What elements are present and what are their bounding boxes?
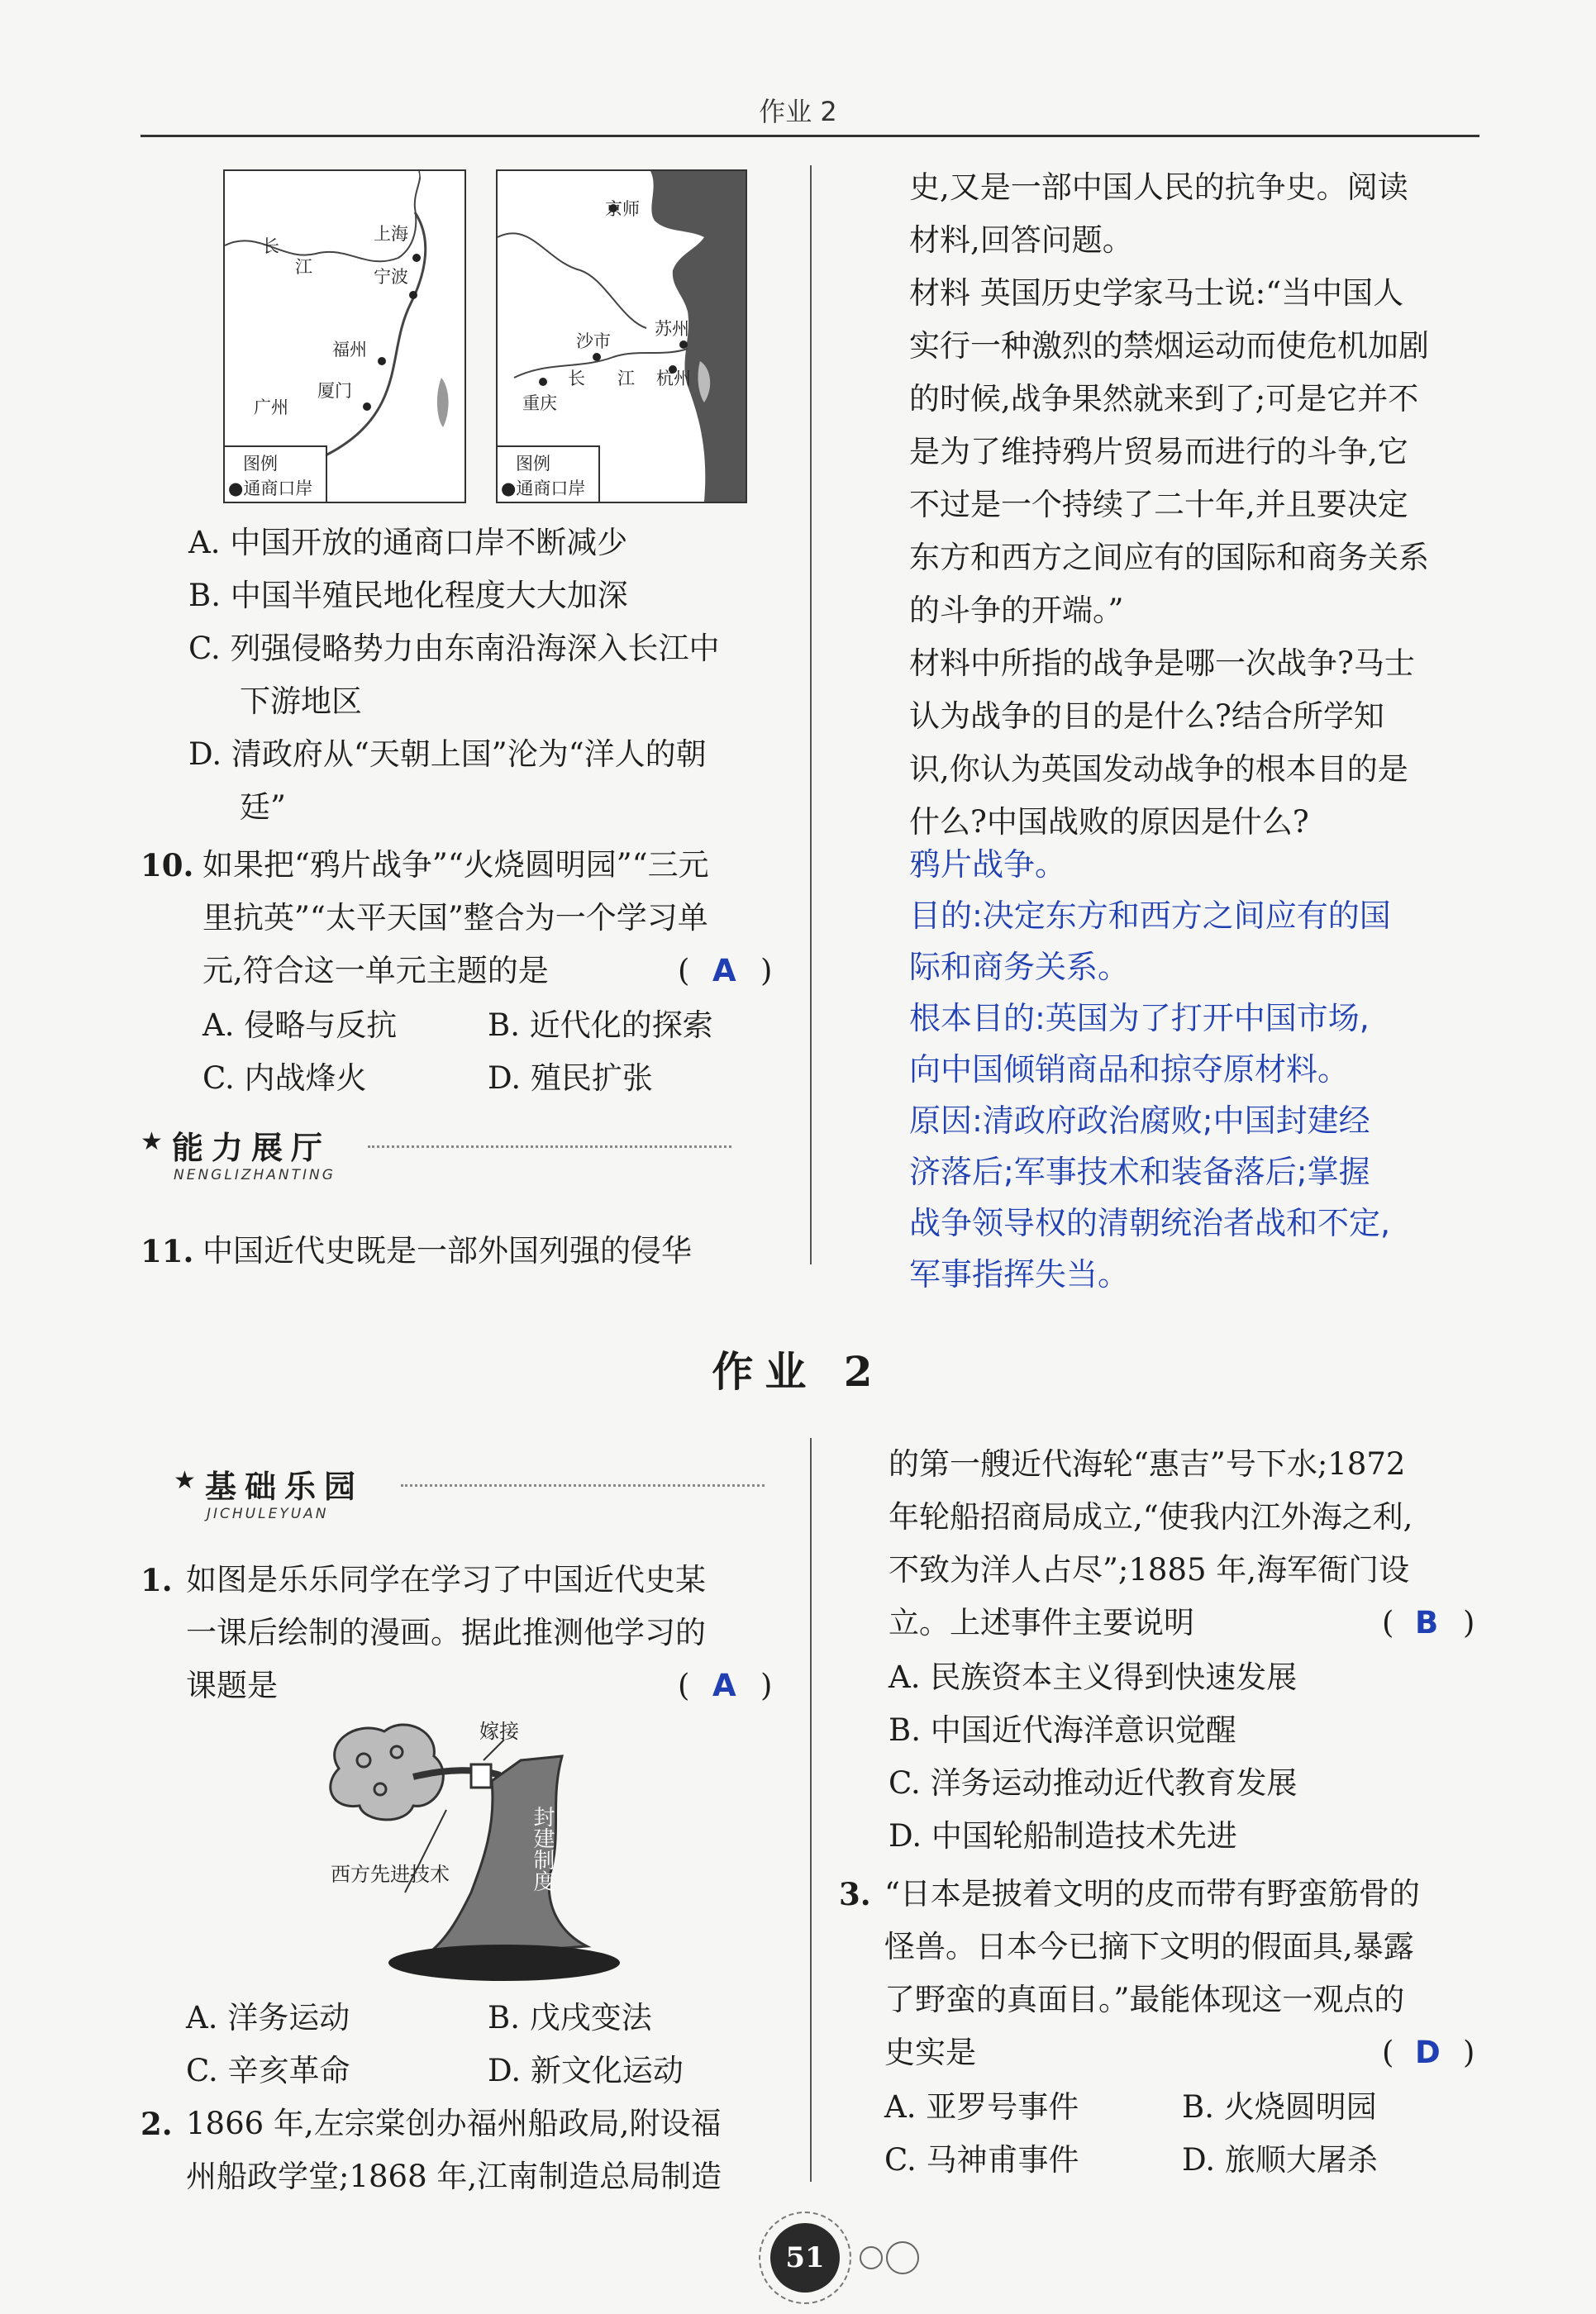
q2-right-line-1: 的第一艘近代海轮“惠吉”号下水;1872 bbox=[889, 1446, 1406, 1482]
q11-number: 11. bbox=[141, 1233, 194, 1269]
q11-answer-line-6: 原因:清政府政治腐败;中国封建经 bbox=[909, 1102, 1370, 1139]
q9-option-d: D. 清政府从“天朝上国”沦为“洋人的朝 bbox=[188, 736, 707, 772]
q11-material-line-3: 的时候,战争果然就来到了;可是它并不 bbox=[909, 381, 1419, 417]
q10-option-b: B. 近代化的探索 bbox=[488, 1007, 713, 1043]
q1-line-3: 课题是 bbox=[186, 1668, 278, 1703]
map-right-label-jiang: 江 bbox=[617, 369, 635, 388]
map-right bbox=[496, 169, 747, 503]
q3-answer-paren-close: ) bbox=[1463, 2035, 1475, 2070]
q2-option-a: A. 民族资本主义得到快速发展 bbox=[889, 1659, 1298, 1695]
map-right-label-chang: 长 bbox=[568, 369, 585, 388]
map-left bbox=[223, 169, 466, 503]
q10-option-a: A. 侵略与反抗 bbox=[202, 1007, 398, 1043]
q11-answer-line-4: 根本目的:英国为了打开中国市场, bbox=[909, 1000, 1370, 1036]
map-right-label-hangzhou: 杭州 bbox=[656, 369, 691, 388]
q11-material-line-4: 是为了维持鸦片贸易而进行的斗争,它 bbox=[909, 434, 1408, 469]
q10-answer: A bbox=[712, 953, 736, 988]
q3-option-d: D. 旅顺大屠杀 bbox=[1182, 2142, 1378, 2178]
banner-nengli-title: 能力展厅 bbox=[172, 1130, 331, 1166]
map-left-label-guangzhou: 广州 bbox=[254, 398, 288, 417]
q1-cartoon-label-graft: 嫁接 bbox=[479, 1720, 519, 1743]
map-right-label-jingshi: 京师 bbox=[605, 199, 640, 219]
q1-option-c: C. 辛亥革命 bbox=[186, 2053, 350, 2088]
map-right-legend-title: 图例 bbox=[516, 454, 550, 474]
q3-option-c: C. 马神甫事件 bbox=[884, 2142, 1079, 2178]
q10-answer-paren-open: ( bbox=[678, 953, 690, 988]
q11-material-line-6: 东方和西方之间应有的国际和商务关系 bbox=[909, 540, 1429, 575]
map-right-label-suzhou: 苏州 bbox=[655, 319, 689, 339]
q11-answer-line-7: 济落后;军事技术和装备落后;掌握 bbox=[909, 1154, 1370, 1190]
q1-option-d: D. 新文化运动 bbox=[488, 2053, 684, 2088]
q11-answer-line-9: 军事指挥失当。 bbox=[909, 1256, 1130, 1293]
q10-number: 10. bbox=[141, 847, 194, 883]
q1-line-1: 如图是乐乐同学在学习了中国近代史某 bbox=[186, 1562, 706, 1597]
q11-line-1: 中国近代史既是一部外国列强的侵华 bbox=[202, 1233, 692, 1269]
column-divider-bottom bbox=[810, 1438, 812, 2182]
q11-right-line-1: 史,又是一部中国人民的抗争史。阅读 bbox=[909, 169, 1408, 205]
header-rule bbox=[141, 135, 1479, 137]
map-left-label-fuzhou: 福州 bbox=[332, 340, 367, 359]
q9-option-c: C. 列强侵略势力由东南沿海深入长江中 bbox=[188, 631, 720, 666]
map-left-legend-title: 图例 bbox=[243, 454, 278, 474]
banner-jichu-dots bbox=[401, 1484, 765, 1487]
q9-option-b: B. 中国半殖民地化程度大大加深 bbox=[188, 578, 628, 613]
banner-jichu-pinyin: JICHULEYUAN bbox=[207, 1506, 329, 1522]
page-deco-circle-large bbox=[886, 2241, 919, 2274]
map-right-label-chongqing: 重庆 bbox=[522, 393, 557, 413]
q1-option-a: A. 洋务运动 bbox=[186, 2000, 350, 2035]
banner-jichu bbox=[174, 1455, 785, 1529]
q2-left-line-1: 1866 年,左宗棠创办福州船政局,附设福 bbox=[186, 2106, 722, 2141]
q3-answer: D bbox=[1415, 2035, 1441, 2070]
q1-option-b: B. 戊戌变法 bbox=[488, 2000, 652, 2035]
q1-cartoon bbox=[314, 1711, 669, 1992]
map-right-legend-item: ●通商口岸 bbox=[501, 479, 586, 498]
q1-answer-paren-close: ) bbox=[760, 1668, 773, 1703]
map-left-label-chang: 长 bbox=[262, 236, 279, 256]
page-deco-circle-small bbox=[860, 2246, 883, 2269]
q11-material-line-2: 实行一种激烈的禁烟运动而使危机加剧 bbox=[909, 328, 1429, 364]
q11-question-line-1: 材料中所指的战争是哪一次战争?马士 bbox=[909, 645, 1415, 681]
section-title: 作业 2 bbox=[712, 1347, 884, 1396]
q3-line-1: “日本是披着文明的皮而带有野蛮筋骨的 bbox=[884, 1876, 1420, 1912]
q11-material-line-7: 的斗争的开端。” bbox=[909, 593, 1124, 628]
q2-answer-paren-open: ( bbox=[1382, 1605, 1394, 1640]
q11-answer-line-3: 际和商务关系。 bbox=[909, 949, 1130, 985]
map-left-label-shanghai: 上海 bbox=[374, 224, 408, 244]
q3-line-4: 史实是 bbox=[884, 2035, 976, 2070]
q1-answer: A bbox=[712, 1668, 736, 1703]
q2-option-b: B. 中国近代海洋意识觉醒 bbox=[889, 1712, 1236, 1748]
q2-right-line-2: 年轮船招商局成立,“使我内江外海之利, bbox=[889, 1499, 1413, 1535]
q1-line-2: 一课后绘制的漫画。据此推测他学习的 bbox=[186, 1615, 706, 1650]
q11-answer-line-8: 战争领导权的清朝统治者战和不定, bbox=[909, 1205, 1391, 1241]
q11-question-line-4: 什么?中国战败的原因是什么? bbox=[909, 804, 1309, 840]
page-number: 51 bbox=[770, 2223, 840, 2293]
map-left-label-ningbo: 宁波 bbox=[374, 267, 408, 287]
q2-option-c: C. 洋务运动推动近代教育发展 bbox=[889, 1765, 1298, 1801]
map-left-legend bbox=[225, 445, 327, 502]
q2-right-line-3: 不致为洋人占尽”;1885 年,海军衙门设 bbox=[889, 1552, 1410, 1588]
q2-left-line-2: 州船政学堂;1868 年,江南制造总局制造 bbox=[186, 2159, 722, 2194]
q11-answer-line-2: 目的:决定东方和西方之间应有的国 bbox=[909, 898, 1391, 934]
q10-answer-paren-close: ) bbox=[760, 953, 773, 988]
banner-nengli-dots bbox=[368, 1145, 731, 1148]
q3-number: 3. bbox=[839, 1876, 871, 1912]
q1-answer-paren-open: ( bbox=[678, 1668, 690, 1703]
q10-line-1: 如果把“鸦片战争”“火烧圆明园”“三元 bbox=[202, 847, 709, 883]
q3-line-3: 了野蛮的真面目。”最能体现这一观点的 bbox=[884, 1982, 1405, 2017]
banner-nengli bbox=[141, 1116, 785, 1190]
q2-number: 2. bbox=[141, 2106, 173, 2142]
q10-option-d: D. 殖民扩张 bbox=[488, 1060, 653, 1096]
banner-jichu-star-icon: ★ bbox=[174, 1466, 196, 1495]
q1-cartoon-label-feudal: 封建制度 bbox=[530, 1806, 555, 1892]
q10-line-3: 元,符合这一单元主题的是 bbox=[202, 953, 549, 988]
q10-option-c: C. 内战烽火 bbox=[202, 1060, 367, 1096]
q3-option-a: A. 亚罗号事件 bbox=[884, 2089, 1079, 2125]
q9-option-c-cont: 下游地区 bbox=[240, 683, 362, 719]
q11-question-line-2: 认为战争的目的是什么?结合所学知 bbox=[909, 698, 1384, 734]
q3-answer-paren-open: ( bbox=[1382, 2035, 1394, 2070]
map-right-legend bbox=[498, 445, 600, 502]
q2-option-d: D. 中国轮船制造技术先进 bbox=[889, 1818, 1237, 1854]
banner-nengli-star-icon: ★ bbox=[141, 1127, 163, 1156]
q10-line-2: 里抗英”“太平天国”整合为一个学习单 bbox=[202, 900, 708, 936]
map-left-legend-item: ●通商口岸 bbox=[228, 479, 313, 498]
q11-material-line-5: 不过是一个持续了二十年,并且要决定 bbox=[909, 487, 1408, 522]
q11-answer-line-1: 鸦片战争。 bbox=[909, 846, 1067, 883]
q11-answer-line-5: 向中国倾销商品和掠夺原材料。 bbox=[909, 1051, 1350, 1088]
q11-material-line-1: 材料 英国历史学家马士说:“当中国人 bbox=[909, 275, 1404, 311]
banner-jichu-title: 基础乐园 bbox=[205, 1469, 364, 1505]
column-divider-top bbox=[810, 165, 812, 1264]
map-right-label-shashi: 沙市 bbox=[576, 331, 611, 351]
q11-question-line-3: 识,你认为英国发动战争的根本目的是 bbox=[909, 751, 1408, 787]
banner-nengli-pinyin: NENGLIZHANTING bbox=[174, 1167, 336, 1183]
page-header-title: 作业 2 bbox=[759, 96, 837, 127]
q9-option-d-cont: 廷” bbox=[240, 789, 286, 825]
q1-cartoon-label-western: 西方先进技术 bbox=[331, 1863, 450, 1886]
q3-line-2: 怪兽。日本今已摘下文明的假面具,暴露 bbox=[884, 1929, 1414, 1964]
q2-right-line-4: 立。上述事件主要说明 bbox=[889, 1605, 1194, 1640]
q9-option-a: A. 中国开放的通商口岸不断减少 bbox=[188, 525, 628, 560]
q1-number: 1. bbox=[141, 1562, 173, 1598]
q3-option-b: B. 火烧圆明园 bbox=[1182, 2089, 1377, 2125]
q11-right-line-2: 材料,回答问题。 bbox=[909, 222, 1133, 258]
map-left-label-jiang: 江 bbox=[295, 257, 312, 277]
q2-answer-paren-close: ) bbox=[1463, 1605, 1475, 1640]
q2-answer: B bbox=[1415, 1605, 1439, 1640]
q1-cartoon-drawing bbox=[314, 1711, 669, 1992]
map-left-label-xiamen: 厦门 bbox=[317, 381, 352, 401]
